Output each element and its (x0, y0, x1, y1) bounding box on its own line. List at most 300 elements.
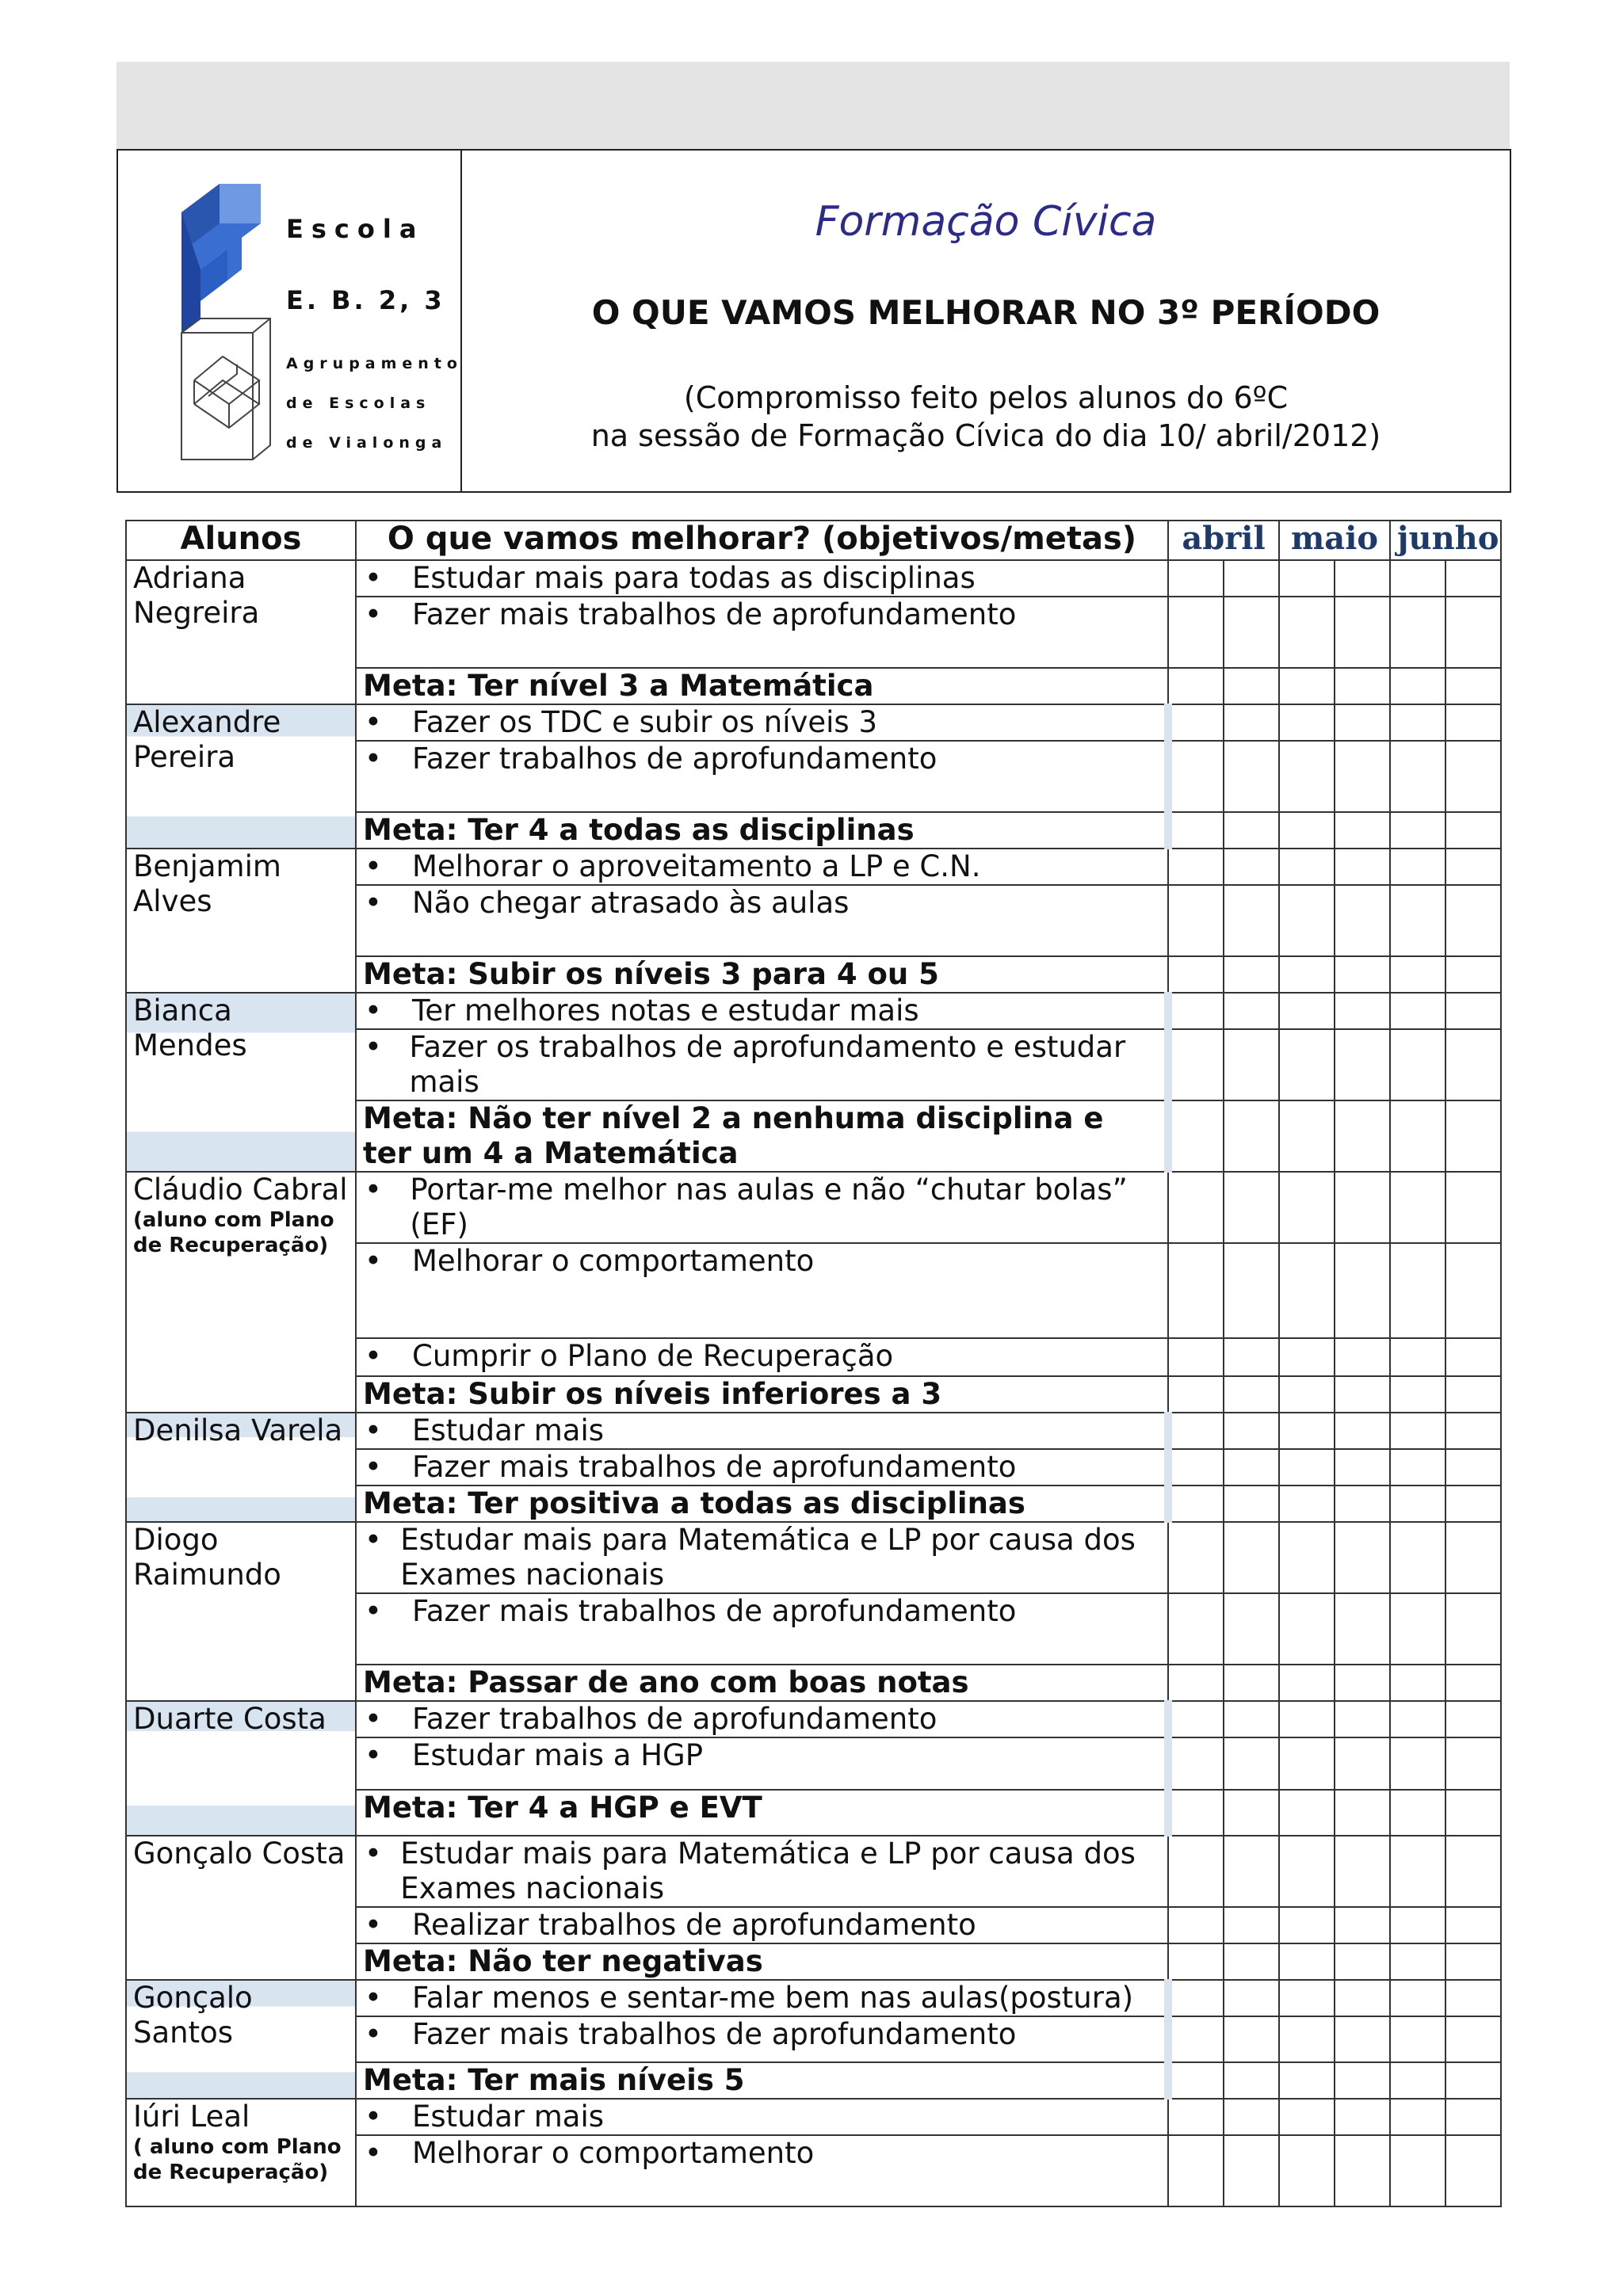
student-note: (aluno com Plano de Recuperação) (133, 1208, 334, 1257)
check-cell-1-1-4[interactable] (1335, 741, 1390, 812)
check-cell-6-goal-2[interactable] (1224, 1665, 1279, 1701)
check-cell-5-0-3[interactable] (1279, 1413, 1335, 1449)
objective-text: Fazer mais trabalhos de aprofundamento (412, 1594, 1017, 1628)
check-cell-6-1-3[interactable] (1279, 1593, 1335, 1665)
check-cell-5-1-4[interactable] (1335, 1449, 1390, 1486)
goals-table (125, 520, 1502, 2207)
objective-text: Falar menos e sentar-me bem nas aulas(postura) (412, 1981, 1134, 2015)
check-cell-2-goal-2[interactable] (1224, 956, 1279, 993)
objective-cell (356, 1593, 1168, 1665)
student-name: Gonçalo Santos (133, 1981, 253, 2050)
check-cell-3-0-6[interactable] (1445, 993, 1501, 1029)
goal-text: Meta: Passar de ano com boas notas (356, 1665, 1168, 1701)
objective-text: Não chegar atrasado às aulas (412, 886, 850, 920)
check-cell-5-goal-5[interactable] (1390, 1486, 1445, 1522)
column-header-objetivos: O que vamos melhorar? (objetivos/metas) (356, 521, 1168, 560)
check-cell-5-1-2[interactable] (1224, 1449, 1279, 1486)
check-cell-1-1-2[interactable] (1224, 741, 1279, 812)
logo-line-escolas: de Escolas (286, 395, 431, 412)
session-note-line-2: na sessão de Formação Cívica do dia 10/ abril/2012) (590, 418, 1381, 453)
session-note (462, 379, 1510, 455)
check-cell-1-1-3[interactable] (1279, 741, 1335, 812)
page-title: Formação Cívica (815, 198, 1157, 246)
check-cell-4-goal-2[interactable] (1224, 1376, 1279, 1413)
objective-text: Estudar mais para todas as disciplinas (412, 561, 976, 595)
check-cell-4-goal-1[interactable] (1168, 1376, 1224, 1413)
student-name-cell (126, 1701, 356, 1836)
goal-text: Meta: Não ter nível 2 a nenhuma disciplina e ter um 4 a Matemática (356, 1100, 1168, 1172)
title-cell (462, 151, 1510, 491)
check-cell-4-1-3[interactable] (1279, 1243, 1335, 1338)
objective-text: Melhorar o comportamento (412, 2136, 815, 2170)
check-cell-0-1-4[interactable] (1335, 597, 1390, 668)
check-cell-6-0-1[interactable] (1168, 1522, 1224, 1593)
student-name: Bianca Mendes (133, 994, 247, 1062)
objective-cell (356, 741, 1168, 812)
check-cell-3-0-3[interactable] (1279, 993, 1335, 1029)
table-row (126, 1413, 1501, 1449)
check-cell-5-goal-3[interactable] (1279, 1486, 1335, 1522)
check-cell-6-goal-6[interactable] (1445, 1665, 1501, 1701)
check-cell-0-1-6[interactable] (1445, 597, 1501, 668)
check-cell-9-0-4[interactable] (1335, 1980, 1390, 2016)
check-cell-0-goal-3[interactable] (1279, 668, 1335, 704)
check-cell-1-1-6[interactable] (1445, 741, 1501, 812)
check-cell-0-1-3[interactable] (1279, 597, 1335, 668)
check-cell-7-1-3[interactable] (1279, 1737, 1335, 1790)
check-cell-3-goal-1[interactable] (1168, 1100, 1224, 1172)
check-cell-10-1-3[interactable] (1279, 2135, 1335, 2206)
table-row (126, 993, 1501, 1029)
check-cell-0-0-2[interactable] (1224, 560, 1279, 597)
check-cell-4-2-2[interactable] (1224, 1338, 1279, 1376)
check-cell-7-1-5[interactable] (1390, 1737, 1445, 1790)
check-cell-6-1-1[interactable] (1168, 1593, 1224, 1665)
student-name: Gonçalo Costa (133, 1836, 346, 1871)
objective-cell (356, 2135, 1168, 2206)
check-cell-3-1-1[interactable] (1168, 1029, 1224, 1100)
check-cell-7-1-2[interactable] (1224, 1737, 1279, 1790)
check-cell-7-goal-1[interactable] (1168, 1790, 1224, 1836)
check-cell-2-0-3[interactable] (1279, 849, 1335, 885)
check-cell-9-goal-1[interactable] (1168, 2062, 1224, 2099)
check-cell-5-goal-4[interactable] (1335, 1486, 1390, 1522)
check-cell-2-1-5[interactable] (1390, 885, 1445, 956)
bullet-icon: • (365, 1836, 382, 1871)
check-cell-7-1-6[interactable] (1445, 1737, 1501, 1790)
logo-line-eb23: E. B. 2, 3 (286, 285, 445, 315)
goal-text: Meta: Ter 4 a todas as disciplinas (356, 812, 1168, 849)
check-cell-0-goal-4[interactable] (1335, 668, 1390, 704)
check-cell-4-2-5[interactable] (1390, 1338, 1445, 1376)
objective-cell (356, 885, 1168, 956)
objective-cell (356, 1172, 1168, 1243)
check-cell-7-goal-2[interactable] (1224, 1790, 1279, 1836)
objective-cell (356, 1907, 1168, 1943)
check-cell-2-0-6[interactable] (1445, 849, 1501, 885)
check-cell-4-goal-5[interactable] (1390, 1376, 1445, 1413)
table-row (126, 2099, 1501, 2135)
check-cell-5-0-1[interactable] (1168, 1413, 1224, 1449)
check-cell-1-0-5[interactable] (1390, 704, 1445, 741)
objective-text: Fazer mais trabalhos de aprofundamento (412, 2017, 1017, 2051)
student-name: Benjamim Alves (133, 849, 281, 918)
check-cell-9-0-5[interactable] (1390, 1980, 1445, 2016)
check-cell-6-goal-5[interactable] (1390, 1665, 1445, 1701)
check-cell-7-0-6[interactable] (1445, 1701, 1501, 1737)
check-cell-8-goal-5[interactable] (1390, 1943, 1445, 1980)
objective-text: Fazer trabalhos de aprofundamento (412, 742, 938, 776)
student-note: ( aluno com Plano de Recuperação) (133, 2135, 342, 2184)
objective-text: Estudar mais para Matemática e LP por causa dos Exames nacionais (400, 1523, 1136, 1592)
check-cell-3-0-5[interactable] (1390, 993, 1445, 1029)
check-cell-6-goal-1[interactable] (1168, 1665, 1224, 1701)
check-cell-1-0-2[interactable] (1224, 704, 1279, 741)
objective-cell (356, 1522, 1168, 1593)
check-cell-4-goal-6[interactable] (1445, 1376, 1501, 1413)
top-gray-band (116, 62, 1510, 149)
check-cell-2-0-1[interactable] (1168, 849, 1224, 885)
check-cell-4-1-4[interactable] (1335, 1243, 1390, 1338)
logo-line-escola: Escola (286, 214, 425, 244)
check-cell-1-goal-4[interactable] (1335, 812, 1390, 849)
student-name: Cláudio Cabral (133, 1173, 348, 1207)
objective-text: Estudar mais para Matemática e LP por causa dos Exames nacionais (400, 1836, 1136, 1905)
goal-text: Meta: Subir os níveis inferiores a 3 (356, 1376, 1168, 1413)
check-cell-10-0-6[interactable] (1445, 2099, 1501, 2135)
table-body (126, 560, 1501, 2206)
check-cell-5-0-5[interactable] (1390, 1413, 1445, 1449)
check-cell-10-1-5[interactable] (1390, 2135, 1445, 2206)
check-cell-9-0-2[interactable] (1224, 1980, 1279, 2016)
objective-cell (356, 1449, 1168, 1486)
student-name-cell (126, 1172, 356, 1413)
check-cell-8-1-6[interactable] (1445, 1907, 1501, 1943)
check-cell-9-1-3[interactable] (1279, 2016, 1335, 2062)
objective-cell (356, 1413, 1168, 1449)
check-cell-2-goal-6[interactable] (1445, 956, 1501, 993)
check-cell-0-1-5[interactable] (1390, 597, 1445, 668)
check-cell-1-goal-6[interactable] (1445, 812, 1501, 849)
check-cell-3-1-5[interactable] (1390, 1029, 1445, 1100)
check-cell-9-1-1[interactable] (1168, 2016, 1224, 2062)
check-cell-5-goal-1[interactable] (1168, 1486, 1224, 1522)
check-cell-0-0-1[interactable] (1168, 560, 1224, 597)
check-cell-4-0-6[interactable] (1445, 1172, 1501, 1243)
check-cell-3-0-2[interactable] (1224, 993, 1279, 1029)
check-cell-5-0-6[interactable] (1445, 1413, 1501, 1449)
check-cell-8-goal-3[interactable] (1279, 1943, 1335, 1980)
check-cell-0-1-2[interactable] (1224, 597, 1279, 668)
table-row (126, 1980, 1501, 2016)
bullet-icon: • (365, 1594, 382, 1628)
check-cell-10-1-2[interactable] (1224, 2135, 1279, 2206)
check-cell-6-1-6[interactable] (1445, 1593, 1501, 1665)
check-cell-4-0-5[interactable] (1390, 1172, 1445, 1243)
check-cell-0-goal-5[interactable] (1390, 668, 1445, 704)
check-cell-10-1-4[interactable] (1335, 2135, 1390, 2206)
check-cell-9-1-5[interactable] (1390, 2016, 1445, 2062)
goal-text: Meta: Ter mais níveis 5 (356, 2062, 1168, 2099)
check-cell-7-0-4[interactable] (1335, 1701, 1390, 1737)
check-cell-10-1-6[interactable] (1445, 2135, 1501, 2206)
logo-line-agrupamento: Agrupamento (286, 355, 463, 372)
check-cell-5-1-1[interactable] (1168, 1449, 1224, 1486)
check-cell-2-1-3[interactable] (1279, 885, 1335, 956)
student-name-cell (126, 1980, 356, 2099)
objective-cell (356, 849, 1168, 885)
bullet-icon: • (365, 1030, 382, 1064)
check-cell-8-1-4[interactable] (1335, 1907, 1390, 1943)
check-cell-2-goal-4[interactable] (1335, 956, 1390, 993)
bullet-icon: • (365, 1908, 382, 1942)
check-cell-2-1-4[interactable] (1335, 885, 1390, 956)
check-cell-3-0-4[interactable] (1335, 993, 1390, 1029)
check-cell-8-goal-4[interactable] (1335, 1943, 1390, 1980)
page-subtitle: O QUE VAMOS MELHORAR NO 3º PERÍODO (591, 293, 1381, 332)
check-cell-1-0-4[interactable] (1335, 704, 1390, 741)
check-cell-10-0-5[interactable] (1390, 2099, 1445, 2135)
objective-text: Cumprir o Plano de Recuperação (412, 1339, 894, 1373)
check-cell-8-goal-1[interactable] (1168, 1943, 1224, 1980)
bullet-icon: • (365, 742, 382, 776)
check-cell-4-1-5[interactable] (1390, 1243, 1445, 1338)
objective-text: Fazer mais trabalhos de aprofundamento (412, 1450, 1017, 1484)
school-logo-cell (118, 151, 462, 491)
bullet-icon: • (365, 1981, 382, 2015)
objective-cell (356, 1243, 1168, 1338)
objective-text: Melhorar o comportamento (412, 1244, 815, 1278)
check-cell-3-1-4[interactable] (1335, 1029, 1390, 1100)
check-cell-7-goal-6[interactable] (1445, 1790, 1501, 1836)
check-cell-2-0-5[interactable] (1390, 849, 1445, 885)
check-cell-6-1-2[interactable] (1224, 1593, 1279, 1665)
check-cell-2-0-2[interactable] (1224, 849, 1279, 885)
check-cell-8-0-6[interactable] (1445, 1836, 1501, 1907)
check-cell-6-0-6[interactable] (1445, 1522, 1501, 1593)
check-cell-3-goal-2[interactable] (1224, 1100, 1279, 1172)
check-cell-8-1-5[interactable] (1390, 1907, 1445, 1943)
check-cell-1-1-1[interactable] (1168, 741, 1224, 812)
check-cell-8-1-2[interactable] (1224, 1907, 1279, 1943)
bullet-icon: • (365, 1339, 382, 1373)
check-cell-9-goal-5[interactable] (1390, 2062, 1445, 2099)
check-cell-7-0-1[interactable] (1168, 1701, 1224, 1737)
check-cell-4-2-1[interactable] (1168, 1338, 1224, 1376)
check-cell-6-goal-3[interactable] (1279, 1665, 1335, 1701)
table-row (126, 1836, 1501, 1907)
check-cell-8-0-2[interactable] (1224, 1836, 1279, 1907)
check-cell-3-goal-3[interactable] (1279, 1100, 1335, 1172)
check-cell-5-0-2[interactable] (1224, 1413, 1279, 1449)
check-cell-2-1-1[interactable] (1168, 885, 1224, 956)
check-cell-1-0-6[interactable] (1445, 704, 1501, 741)
check-cell-9-0-1[interactable] (1168, 1980, 1224, 2016)
check-cell-0-1-1[interactable] (1168, 597, 1224, 668)
objective-cell (356, 1980, 1168, 2016)
check-cell-3-1-3[interactable] (1279, 1029, 1335, 1100)
objective-text: Fazer trabalhos de aprofundamento (412, 1702, 938, 1736)
check-cell-6-0-2[interactable] (1224, 1522, 1279, 1593)
check-cell-5-goal-2[interactable] (1224, 1486, 1279, 1522)
check-cell-7-goal-3[interactable] (1279, 1790, 1335, 1836)
check-cell-4-0-4[interactable] (1335, 1172, 1390, 1243)
check-cell-3-1-6[interactable] (1445, 1029, 1501, 1100)
check-cell-7-0-2[interactable] (1224, 1701, 1279, 1737)
check-cell-1-goal-3[interactable] (1279, 812, 1335, 849)
check-cell-1-goal-1[interactable] (1168, 812, 1224, 849)
check-cell-6-goal-4[interactable] (1335, 1665, 1390, 1701)
check-cell-8-goal-6[interactable] (1445, 1943, 1501, 1980)
bullet-icon: • (365, 2136, 382, 2170)
check-cell-4-2-6[interactable] (1445, 1338, 1501, 1376)
bullet-icon: • (365, 1244, 382, 1278)
check-cell-9-1-2[interactable] (1224, 2016, 1279, 2062)
check-cell-5-goal-6[interactable] (1445, 1486, 1501, 1522)
check-cell-10-0-2[interactable] (1224, 2099, 1279, 2135)
check-cell-9-goal-4[interactable] (1335, 2062, 1390, 2099)
check-cell-8-1-3[interactable] (1279, 1907, 1335, 1943)
check-cell-7-1-4[interactable] (1335, 1737, 1390, 1790)
check-cell-9-goal-2[interactable] (1224, 2062, 1279, 2099)
check-cell-6-0-4[interactable] (1335, 1522, 1390, 1593)
check-cell-8-0-4[interactable] (1335, 1836, 1390, 1907)
objective-cell (356, 1737, 1168, 1790)
check-cell-4-0-2[interactable] (1224, 1172, 1279, 1243)
goal-text: Meta: Ter positiva a todas as disciplinas (356, 1486, 1168, 1522)
check-cell-4-goal-3[interactable] (1279, 1376, 1335, 1413)
objective-text: Portar-me melhor nas aulas e não “chutar bolas” (EF) (410, 1173, 1128, 1241)
check-cell-7-1-1[interactable] (1168, 1737, 1224, 1790)
bullet-icon: • (365, 994, 382, 1028)
bullet-icon: • (365, 1738, 382, 1772)
check-cell-9-1-6[interactable] (1445, 2016, 1501, 2062)
bullet-icon: • (365, 1173, 382, 1207)
check-cell-10-0-3[interactable] (1279, 2099, 1335, 2135)
check-cell-6-1-5[interactable] (1390, 1593, 1445, 1665)
check-cell-2-1-2[interactable] (1224, 885, 1279, 956)
table-row (126, 1701, 1501, 1737)
check-cell-8-1-1[interactable] (1168, 1907, 1224, 1943)
check-cell-9-goal-3[interactable] (1279, 2062, 1335, 2099)
check-cell-10-0-1[interactable] (1168, 2099, 1224, 2135)
check-cell-3-goal-6[interactable] (1445, 1100, 1501, 1172)
check-cell-8-0-1[interactable] (1168, 1836, 1224, 1907)
check-cell-7-goal-4[interactable] (1335, 1790, 1390, 1836)
check-cell-0-goal-1[interactable] (1168, 668, 1224, 704)
bullet-icon: • (365, 1702, 382, 1736)
table-row (126, 1522, 1501, 1593)
student-name: Adriana Negreira (133, 561, 260, 630)
check-cell-4-2-3[interactable] (1279, 1338, 1335, 1376)
bullet-icon: • (365, 705, 382, 739)
check-cell-3-0-1[interactable] (1168, 993, 1224, 1029)
objective-cell (356, 993, 1168, 1029)
check-cell-8-goal-2[interactable] (1224, 1943, 1279, 1980)
check-cell-9-goal-6[interactable] (1445, 2062, 1501, 2099)
check-cell-6-0-3[interactable] (1279, 1522, 1335, 1593)
student-name-cell (126, 560, 356, 704)
table-header-row (126, 521, 1501, 560)
check-cell-4-1-6[interactable] (1445, 1243, 1501, 1338)
check-cell-10-1-1[interactable] (1168, 2135, 1224, 2206)
check-cell-6-1-4[interactable] (1335, 1593, 1390, 1665)
check-cell-9-0-6[interactable] (1445, 1980, 1501, 2016)
check-cell-2-goal-3[interactable] (1279, 956, 1335, 993)
check-cell-1-1-5[interactable] (1390, 741, 1445, 812)
check-cell-4-0-1[interactable] (1168, 1172, 1224, 1243)
check-cell-3-1-2[interactable] (1224, 1029, 1279, 1100)
check-cell-0-goal-6[interactable] (1445, 668, 1501, 704)
check-cell-10-0-4[interactable] (1335, 2099, 1390, 2135)
objective-cell (356, 1836, 1168, 1907)
check-cell-2-goal-1[interactable] (1168, 956, 1224, 993)
check-cell-4-0-3[interactable] (1279, 1172, 1335, 1243)
check-cell-4-2-4[interactable] (1335, 1338, 1390, 1376)
check-cell-9-0-3[interactable] (1279, 1980, 1335, 2016)
check-cell-4-1-1[interactable] (1168, 1243, 1224, 1338)
student-name-cell (126, 1413, 356, 1522)
objective-text: Fazer os TDC e subir os níveis 3 (412, 705, 877, 739)
column-header-maio: maio (1279, 521, 1390, 560)
check-cell-7-goal-5[interactable] (1390, 1790, 1445, 1836)
student-name-cell (126, 704, 356, 849)
objective-text: Melhorar o aproveitamento a LP e C.N. (412, 849, 981, 883)
check-cell-4-goal-4[interactable] (1335, 1376, 1390, 1413)
check-cell-5-1-6[interactable] (1445, 1449, 1501, 1486)
check-cell-8-0-5[interactable] (1390, 1836, 1445, 1907)
student-name: Alexandre Pereira (133, 705, 281, 774)
bullet-icon: • (365, 1523, 382, 1557)
bullet-icon: • (365, 886, 382, 920)
check-cell-7-0-5[interactable] (1390, 1701, 1445, 1737)
check-cell-2-0-4[interactable] (1335, 849, 1390, 885)
objective-cell (356, 2099, 1168, 2135)
check-cell-0-0-4[interactable] (1335, 560, 1390, 597)
table-row (126, 849, 1501, 885)
student-name: Denilsa Varela (133, 1413, 343, 1447)
check-cell-3-goal-4[interactable] (1335, 1100, 1390, 1172)
bullet-icon: • (365, 561, 382, 595)
check-cell-0-0-3[interactable] (1279, 560, 1335, 597)
check-cell-0-0-6[interactable] (1445, 560, 1501, 597)
check-cell-0-goal-2[interactable] (1224, 668, 1279, 704)
check-cell-8-0-3[interactable] (1279, 1836, 1335, 1907)
check-cell-6-0-5[interactable] (1390, 1522, 1445, 1593)
objective-text: Ter melhores notas e estudar mais (412, 994, 919, 1028)
check-cell-3-goal-5[interactable] (1390, 1100, 1445, 1172)
check-cell-7-0-3[interactable] (1279, 1701, 1335, 1737)
student-name: Iúri Leal (133, 2100, 250, 2134)
check-cell-1-goal-2[interactable] (1224, 812, 1279, 849)
check-cell-2-1-6[interactable] (1445, 885, 1501, 956)
objective-cell (356, 1029, 1168, 1100)
check-cell-0-0-5[interactable] (1390, 560, 1445, 597)
check-cell-5-1-3[interactable] (1279, 1449, 1335, 1486)
check-cell-4-1-2[interactable] (1224, 1243, 1279, 1338)
objective-text: Realizar trabalhos de aprofundamento (412, 1908, 976, 1942)
check-cell-5-1-5[interactable] (1390, 1449, 1445, 1486)
student-name: Diogo Raimundo (133, 1523, 281, 1592)
goal-text: Meta: Ter 4 a HGP e EVT (356, 1790, 1168, 1836)
check-cell-1-0-3[interactable] (1279, 704, 1335, 741)
student-name-cell (126, 2099, 356, 2206)
check-cell-1-goal-5[interactable] (1390, 812, 1445, 849)
check-cell-1-0-1[interactable] (1168, 704, 1224, 741)
check-cell-2-goal-5[interactable] (1390, 956, 1445, 993)
check-cell-5-0-4[interactable] (1335, 1413, 1390, 1449)
check-cell-9-1-4[interactable] (1335, 2016, 1390, 2062)
